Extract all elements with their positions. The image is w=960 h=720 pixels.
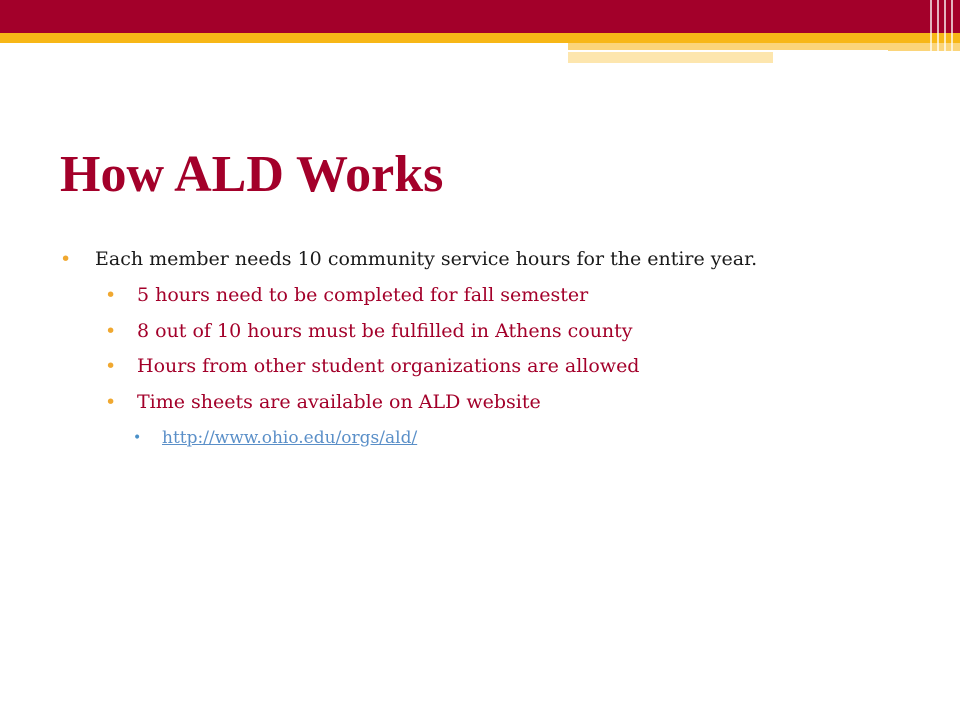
header-gold-band (0, 33, 960, 43)
bullet-text: Each member needs 10 community service hours for the entire year. (95, 248, 758, 270)
header-stripe (951, 0, 953, 63)
bullet-dot-icon: • (105, 284, 117, 306)
header-white-line (568, 50, 888, 52)
bullet-dot-icon: • (105, 320, 117, 342)
header-stripe (930, 0, 932, 63)
header-stripe (944, 0, 946, 63)
sub-bullet-text: 8 out of 10 hours must be fulfilled in Athens county (137, 320, 633, 342)
sub-bullet-text: Hours from other student organizations are allowed (137, 355, 640, 377)
header-stripe (937, 0, 939, 63)
slide-title: How ALD Works (60, 146, 444, 203)
bullet-dot-icon: • (105, 355, 117, 377)
sub-bullet-text: 5 hours need to be completed for fall semester (137, 284, 589, 306)
bullet-dot-icon: • (133, 430, 142, 446)
header-gold-accent-lower (568, 51, 773, 63)
bullet-dot-icon: • (60, 248, 72, 270)
bullet-dot-icon: • (105, 391, 117, 413)
sub-bullet-text: Time sheets are available on ALD website (137, 391, 541, 413)
header-red-band (0, 0, 960, 33)
ald-website-link[interactable]: http://www.ohio.edu/orgs/ald/ (162, 428, 418, 448)
